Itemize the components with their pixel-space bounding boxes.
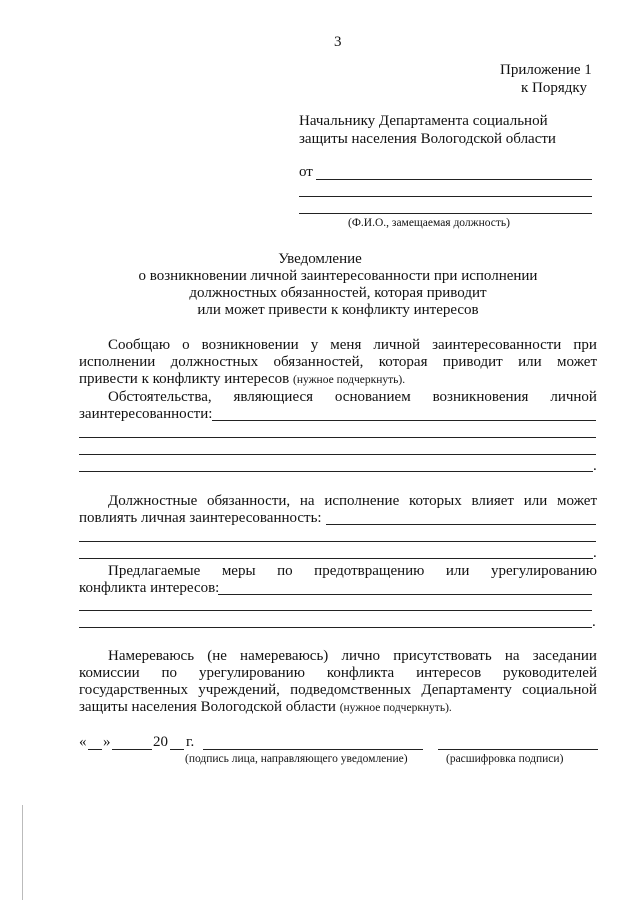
circumstances-line-4 — [79, 471, 593, 472]
paragraph-2-line-1: Обстоятельства, являющиеся основанием возникновения личной — [108, 389, 597, 405]
paragraph-1-line-1: Сообщаю о возникновении у меня личной заинтересованности при — [108, 337, 597, 353]
underline-note: (нужное подчеркнуть). — [293, 374, 406, 386]
paragraph-1-line-2: исполнении должностных обязанностей, которая приводит или может — [79, 354, 597, 370]
underline-note: (нужное подчеркнуть). — [339, 702, 452, 714]
title-line-3: должностных обязанностей, которая приводит — [189, 285, 487, 301]
paragraph-3-line-1: Должностные обязанности, на исполнение которых влияет или может — [108, 493, 597, 509]
title-line-2: о возникновении личной заинтересованности при исполнении — [138, 268, 538, 284]
from-line-2 — [299, 196, 592, 197]
signature-decode-line — [438, 749, 598, 750]
circumstances-line-3 — [79, 454, 596, 455]
measures-line-1 — [218, 594, 592, 595]
date-open-quote: « — [79, 734, 87, 750]
addressee-line-2: защиты населения Вологодской области — [299, 131, 556, 147]
circumstances-line-1 — [212, 420, 596, 421]
page-number: 3 — [334, 34, 342, 50]
addressee-line-1: Начальнику Департамента социальной — [299, 113, 548, 129]
paragraph-1-line-3: привести к конфликту интересов (нужное подчеркнуть). — [79, 371, 406, 387]
duties-line-3 — [79, 558, 593, 559]
title-line-1: Уведомление — [278, 251, 362, 267]
date-year-prefix: 20 — [153, 734, 168, 750]
date-year-line — [170, 749, 184, 750]
signature-line — [203, 749, 423, 750]
paragraph-5-line-2: комиссии по урегулированию конфликта интересов руководителей — [79, 665, 597, 681]
duties-line-1 — [326, 524, 596, 525]
paragraph-5-line-4: защиты населения Вологодской области (нужное подчеркнуть). — [79, 699, 452, 715]
paragraph-2-line-2: заинтересованности: — [79, 406, 213, 422]
circumstances-line-2 — [79, 437, 596, 438]
measures-line-3 — [79, 627, 592, 628]
scan-margin-mark — [22, 805, 23, 900]
from-line-1 — [316, 179, 592, 180]
paragraph-5-line-1: Намереваюсь (не намереваюсь) лично присутствовать на заседании — [108, 648, 597, 664]
title-line-4: или может привести к конфликту интересов — [197, 302, 479, 318]
paragraph-3-line-2: повлиять личная заинтересованность: — [79, 510, 322, 526]
paragraph-4-line-1: Предлагаемые меры по предотвращению или урегулированию — [108, 563, 597, 579]
paragraph-5-line-3: государственных учреждений, подведомственных Департаменту социальной — [79, 682, 597, 698]
date-close-quote: » — [103, 734, 111, 750]
signature-decode-caption: (расшифровка подписи) — [446, 753, 564, 765]
circumstances-period: . — [593, 458, 597, 474]
appendix-line-1: Приложение 1 — [500, 62, 592, 78]
from-line-3 — [299, 213, 592, 214]
signature-caption: (подпись лица, направляющего уведомление) — [185, 753, 408, 765]
appendix-line-2: к Порядку — [521, 80, 587, 96]
date-month-line — [112, 749, 152, 750]
from-label: от — [299, 164, 313, 180]
duties-line-2 — [79, 541, 596, 542]
measures-period: . — [592, 614, 596, 630]
duties-period: . — [593, 545, 597, 561]
measures-line-2 — [79, 610, 592, 611]
from-caption: (Ф.И.О., замещаемая должность) — [348, 217, 510, 229]
paragraph-4-line-2: конфликта интересов: — [79, 580, 220, 596]
date-day-line — [88, 749, 102, 750]
date-year-suffix: г. — [186, 734, 195, 750]
